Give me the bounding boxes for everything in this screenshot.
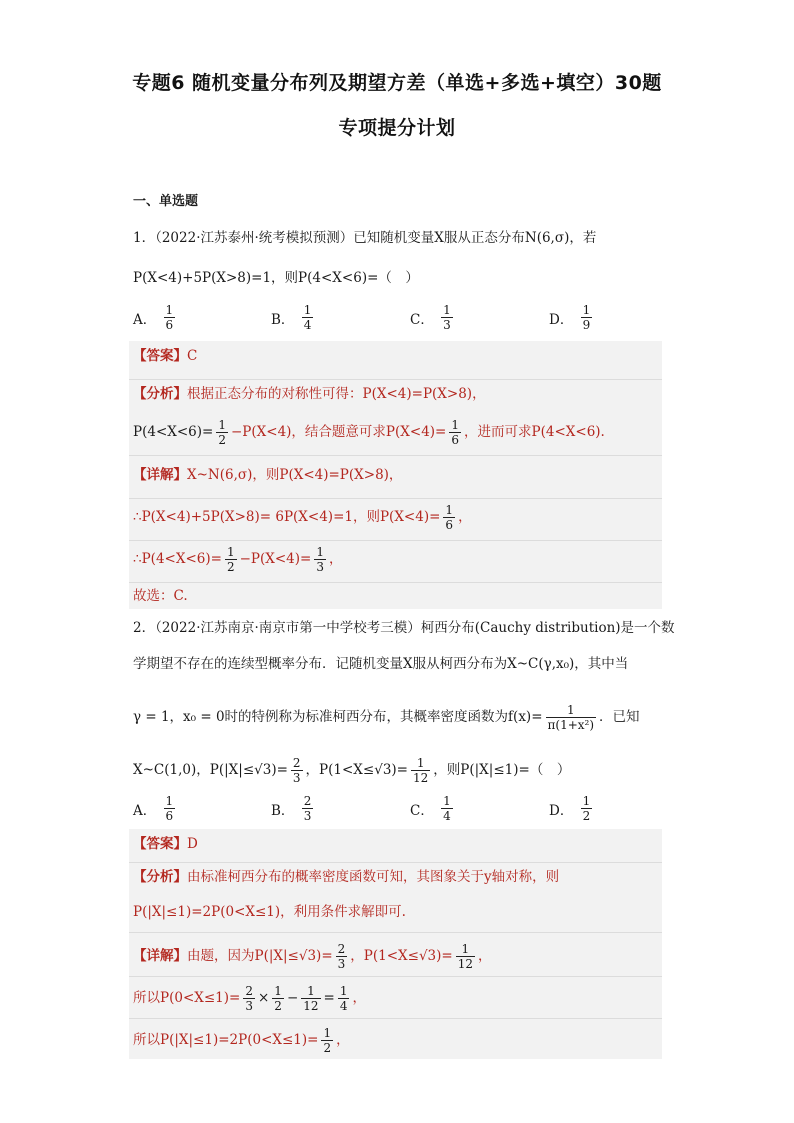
q1-stem-line1: 1．（2022·江苏泰州·统考模拟预测）已知随机变量X服从正态分布N(6,σ)，若: [133, 230, 597, 246]
divider: [129, 455, 662, 456]
q2-option-a: A． $\frac{1}{6}$: [133, 794, 174, 823]
q2-detail-line2: 所以P(0<X≤1)= $\frac{2}{3}$ × $\frac{1}{2}$ − $\frac{1}{12}$ = $\frac{1}{4}$ ，: [133, 984, 366, 1013]
q1-option-d: D． $\frac{1}{9}$: [549, 303, 591, 332]
q2-analysis-line1: 【分析】由标准柯西分布的概率密度函数可知，其图象关于y轴对称，则: [133, 869, 560, 885]
q2-option-c: C． $\frac{1}{4}$: [410, 794, 451, 823]
q2-analysis-line2: P(|X|≤1)=2P(0<X≤1)，利用条件求解即可.: [133, 904, 406, 920]
q1-option-b: B． $\frac{1}{4}$: [271, 303, 312, 332]
q1-conclusion: 故选：C.: [133, 588, 188, 604]
q2-option-d: D． $\frac{1}{2}$: [549, 794, 591, 823]
q2-stem-line4: X~C(1,0)，P(|X|≤√3)= $\frac{2}{3}$ ，P(1<X≤√3)= $\frac{1}{12}$ ，则P(|X|≤1)=（ ）: [133, 756, 571, 785]
divider: [129, 379, 662, 380]
q1-detail-line1: 【详解】X~N(6,σ)，则P(X<4)=P(X>8)，: [133, 467, 403, 483]
q2-stem-line1: 2．（2022·江苏南京·南京市第一中学校考三模）柯西分布(Cauchy distribution)是一个数: [133, 620, 675, 636]
q2-stem-line2: 学期望不存在的连续型概率分布．记随机变量X服从柯西分布为X~C(γ,x₀)，其中当: [133, 656, 629, 672]
divider: [129, 1018, 662, 1019]
divider: [129, 862, 662, 863]
divider: [129, 540, 662, 541]
page-title: 专题6 随机变量分布列及期望方差（单选+多选+填空）30题: [132, 72, 662, 94]
q2-stem-line3: γ = 1，x₀ = 0时的特例称为标准柯西分布，其概率密度函数为f(x)= $\frac{1}{\text{π(1+x²)}}$ ．已知: [133, 703, 640, 732]
q1-detail-line2: ∴P(X<4)+5P(X>8)= 6P(X<4)=1，则P(X<4)= $\frac{1}{6}$ ，: [133, 503, 472, 532]
q1-detail-line3: ∴P(4<X<6)= $\frac{1}{2}$ −P(X<4)= $\frac{1}{3}$ ，: [133, 545, 343, 574]
q1-option-a: A． $\frac{1}{6}$: [133, 303, 174, 332]
page-subtitle: 专项提分计划: [338, 117, 456, 139]
q2-detail-line3: 所以P(|X|≤1)=2P(0<X≤1)= $\frac{1}{2}$ ，: [133, 1026, 350, 1055]
q2-answer: 【答案】D: [133, 836, 198, 852]
q1-analysis-line1: 【分析】根据正态分布的对称性可得：P(X<4)=P(X>8)，: [133, 386, 486, 402]
q1-stem-line2: P(X<4)+5P(X>8)=1，则P(4<X<6)=（ ）: [133, 270, 419, 286]
q2-detail-line1: 【详解】由题，因为P(|X|≤√3)= $\frac{2}{3}$ ，P(1<X≤√3)= $\frac{1}{12}$ ，: [133, 942, 492, 971]
q1-option-c: C． $\frac{1}{3}$: [410, 303, 451, 332]
section-heading: 一、单选题: [133, 194, 199, 209]
q1-analysis-line2: P(4<X<6)= $\frac{1}{2}$ −P(X<4)，结合题意可求P(X<4)= $\frac{1}{6}$ ，进而可求P(4<X<6).: [133, 418, 605, 447]
divider: [129, 582, 662, 583]
divider: [129, 976, 662, 977]
divider: [129, 932, 662, 933]
divider: [129, 498, 662, 499]
q1-answer: 【答案】C: [133, 348, 198, 364]
q2-option-b: B． $\frac{2}{3}$: [271, 794, 312, 823]
